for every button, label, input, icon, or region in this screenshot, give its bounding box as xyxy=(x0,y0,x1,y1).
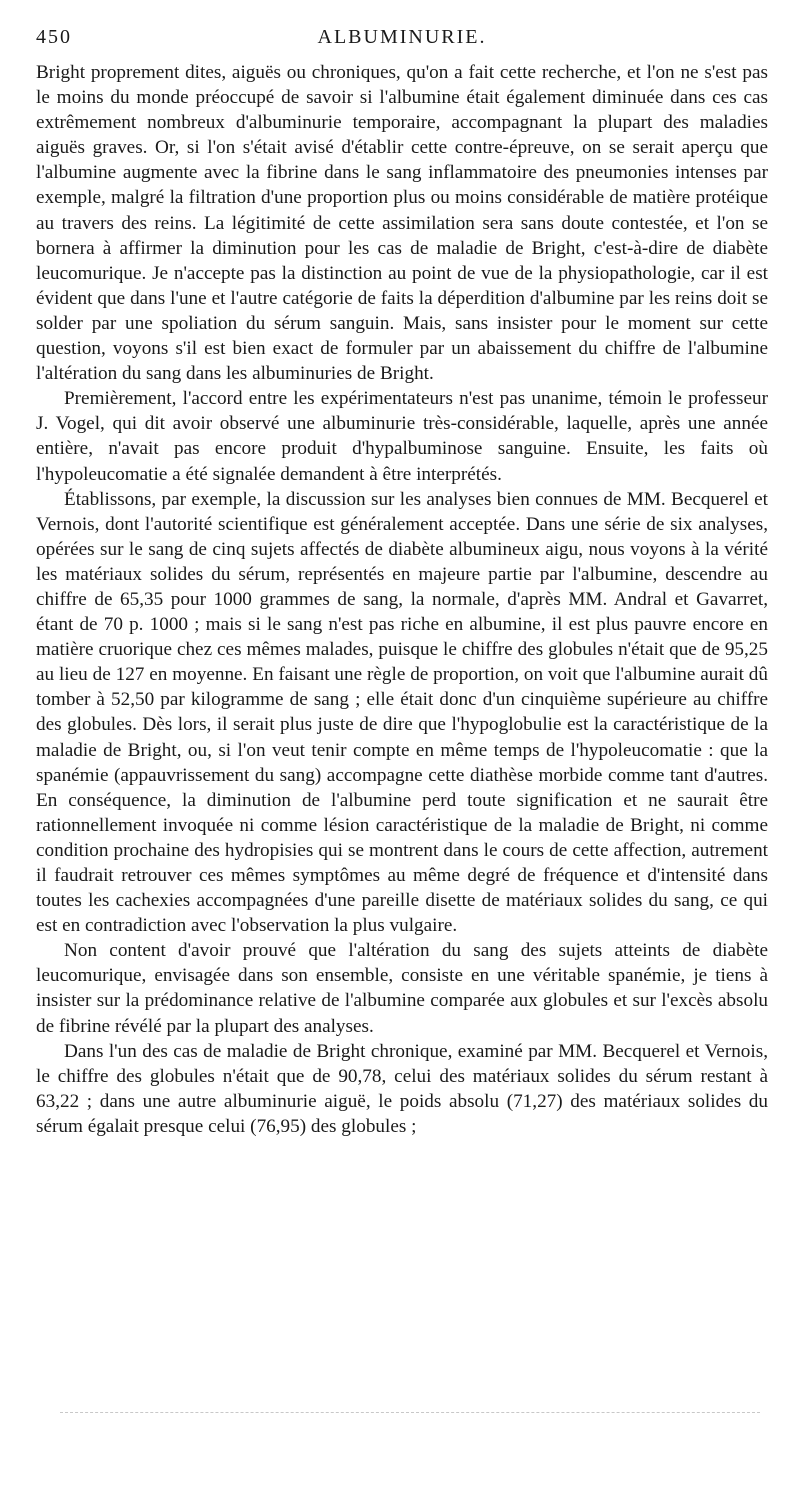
body-text xyxy=(36,60,768,1139)
paragraph-bright-chronique: Dans l'un des cas de maladie de Bright chronique, examiné par MM. Becquerel et Vernois, le chiffre des globules n'était que de 90,78, celui des matériaux solides du sérum restant à 63,22 ; dans une autre albuminurie aiguë, le poids absolu (71,27) des matériaux solides du sérum égalait presque celui (76,95) des globules ; xyxy=(36,1040,768,1137)
scan-artifact-line xyxy=(60,1412,760,1415)
page-number: 450 xyxy=(36,26,72,48)
book-page xyxy=(36,26,768,1466)
paragraph-spanemie: Non content d'avoir prouvé que l'altération du sang des sujets atteints de diabète leucomurique, envisagée dans son ensemble, consiste en une véritable spanémie, je tiens à insister sur la prédominance relative de l'albumine comparée aux globules et sur l'excès absolu de fibrine révélé par la plupart des analyses. xyxy=(36,940,768,1037)
running-head xyxy=(36,26,768,60)
paragraph-vogel: Premièrement, l'accord entre les expérimentateurs n'est pas unanime, témoin le professeur J. Vogel, qui dit avoir observé une albuminurie très-considérable, laquelle, après une année entière, n'avait pas encore produit d'hypalbuminose sanguine. Ensuite, les faits où l'hypoleucomatie a été signalée demandent à être interprétés. xyxy=(36,388,768,485)
paragraph-continuation: Bright proprement dites, aiguës ou chroniques, qu'on a fait cette recherche, et l'on ne s'est pas le moins du monde préoccupé de savoir si l'albumine était également diminuée dans ces cas extrêmement nombreux d'albuminurie temporaire, accompagnant la plupart des maladies aiguës graves. Or, si l'on s'était avisé d'établir cette contre-épreuve, on se serait aperçu que l'albumine augmente avec la fibrine dans le sang inflammatoire des pneumonies intenses par exemple, malgré la filtration d'une proportion plus ou moins considérable de matière protéique au travers des reins. La légitimité de cette assimilation sera sans doute contestée, et l'on se bornera à affirmer la diminution pour les cas de maladie de Bright, c'est-à-dire de diabète leucomurique. Je n'accepte pas la distinction au point de vue de la physiopathologie, car il est évident que dans l'une et l'autre catégorie de faits la déperdition d'albumine par les reins doit se solder par une spoliation du sérum sanguin. Mais, sans insister pour le moment sur cette question, voyons s'il est bien exact de formuler par un abaissement du chiffre de l'albumine l'altération du sang dans les albuminuries de Bright. xyxy=(36,62,768,385)
paragraph-becquerel-vernois: Établissons, par exemple, la discussion sur les analyses bien connues de MM. Becquerel et Vernois, dont l'autorité scientifique est généralement acceptée. Dans une série de six analyses, opérées sur le sang de cinq sujets affectés de diabète albumineux aigu, nous voyons à la vérité les matériaux solides du sérum, représentés en majeure partie par l'albumine, descendre au chiffre de 65,35 pour 1000 grammes de sang, la normale, d'après MM. Andral et Gavarret, étant de 70 p. 1000 ; mais si le sang n'est pas riche en albumine, il est plus pauvre encore en matière cruorique chez ces mêmes malades, puisque le chiffre des globules n'était que de 95,25 au lieu de 127 en moyenne. En faisant une règle de proportion, on voit que l'albumine aurait dû tomber à 52,50 par kilogramme de sang ; elle était donc d'un cinquième supérieure au chiffre des globules. Dès lors, il serait plus juste de dire que l'hypoglobulie est la caractéristique de la maladie de Bright, ou, si l'on veut tenir compte en même temps de l'hypoleucomatie : que la spanémie (appauvrissement du sang) accompagne cette diathèse morbide comme tant d'autres. En conséquence, la diminution de l'albumine perd toute signification et ne saurait être rationnellement invoquée ni comme lésion caractéristique de la maladie de Bright, ni comme condition prochaine des hydropisies qui se montrent dans le cours de cette affection, autrement il faudrait retrouver ces mêmes symptômes au même degré de fréquence et d'intensité dans toutes les cachexies accompagnées d'une pareille disette de matériaux solides du sang, ce qui est en contradiction avec l'observation la plus vulgaire. xyxy=(36,488,768,937)
running-title: ALBUMINURIE. xyxy=(317,26,487,48)
